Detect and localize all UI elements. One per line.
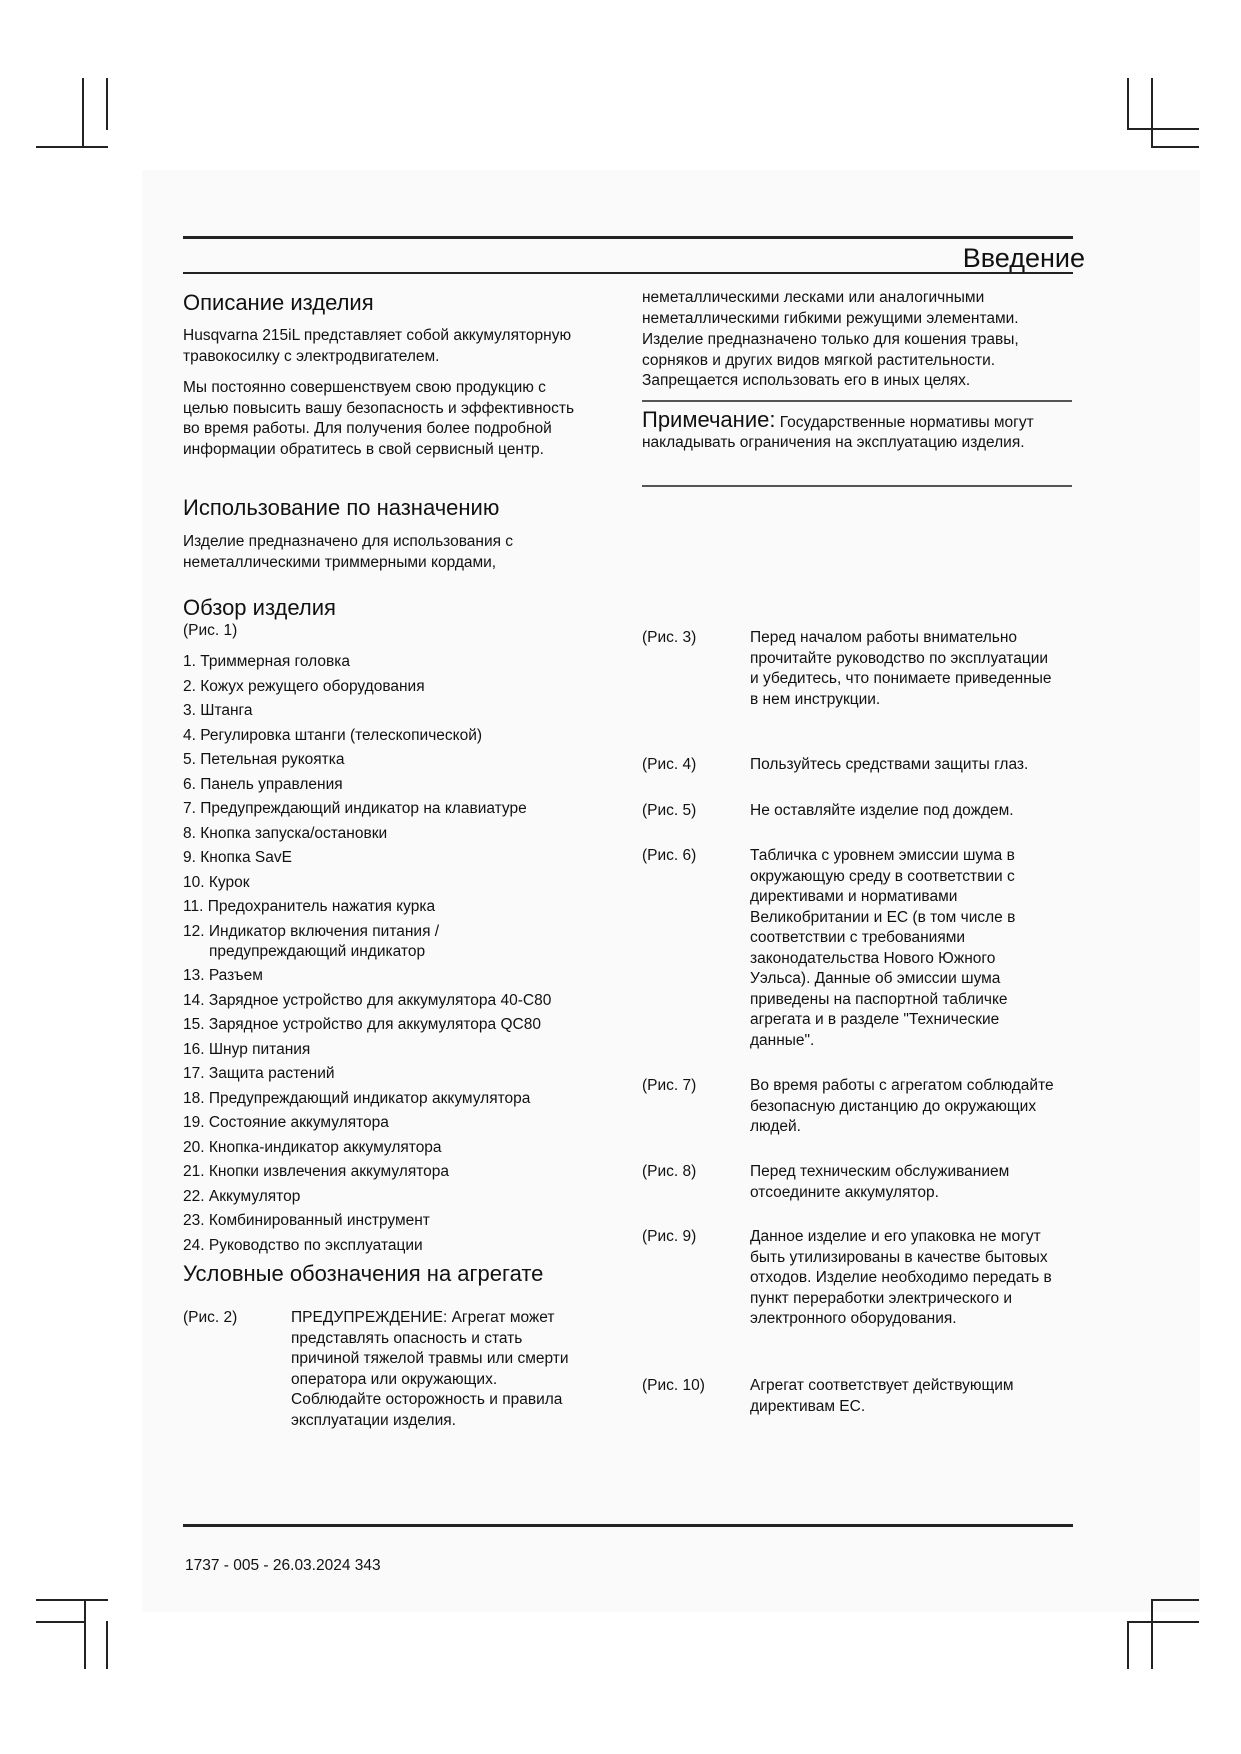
crop-mark-top-left-v2: [106, 78, 108, 130]
symbol-text: Перед началом работы внимательно прочитайте руководство по эксплуатации и убедитесь, что понимаете приведенные в нем инструкции.: [750, 629, 1052, 708]
description-paragraph-2: Мы постоянно совершенствуем свою продукцию с целью повысить вашу безопасность и эффективность во время работы. Для получения более подробной информации обратитесь в свой сервисный центр.: [183, 379, 575, 458]
description-paragraph-1: Husqvarna 215iL представляет собой аккумуляторную травокосилку с электродвигателем.: [183, 327, 572, 365]
crop-mark-top-left-h: [36, 146, 108, 148]
symbol-ref: (Рис. 9): [642, 1228, 697, 1245]
overview-item: 18. Предупреждающий индикатор аккумулятора: [183, 1089, 531, 1107]
symbol-text: Табличка с уровнем эмиссии шума в окружающую среду в соответствии с директивами и нормативами Великобритании и ЕС (в том числе в соответствии с требованиями законодательства Нового Южного Уэльса). Данные об эмиссии шума приведены на паспортной табличке агрегата и в разделе "Технические данные".: [750, 847, 1016, 1049]
symbol-ref: (Рис. 8): [642, 1163, 697, 1180]
note-rule-top: [642, 400, 1072, 402]
symbol-text: Данное изделие и его упаковка не могут быть утилизированы в качестве бытовых отходов. Изделие необходимо передать в пункт переработки электрического и электронного оборудования.: [750, 1228, 1052, 1327]
intended-use-heading: Использование по назначению: [183, 495, 500, 520]
symbol-ref: (Рис. 2): [183, 1309, 238, 1326]
crop-mark-top-left-v: [82, 78, 84, 148]
crop-mark-top-right-v: [1127, 78, 1129, 130]
overview-item: 8. Кнопка запуска/остановки: [183, 824, 388, 842]
crop-mark-bottom-right-h2: [1127, 1621, 1199, 1623]
symbol-text: Во время работы с агрегатом соблюдайте безопасную дистанцию до окружающих людей.: [750, 1077, 1054, 1135]
crop-mark-bottom-right-h: [1151, 1599, 1199, 1601]
crop-mark-bottom-right-v: [1127, 1621, 1129, 1669]
symbol-ref: (Рис. 5): [642, 802, 697, 819]
overview-item: 24. Руководство по эксплуатации: [183, 1236, 423, 1254]
overview-item: 15. Зарядное устройство для аккумулятора QC80: [183, 1016, 541, 1033]
overview-item-list: [183, 652, 603, 1260]
overview-item: 9. Кнопка SavE: [183, 849, 292, 866]
overview-item: 4. Регулировка штанги (телескопической): [183, 726, 483, 744]
overview-item: 3. Штанга: [183, 702, 253, 719]
overview-item: 21. Кнопки извлечения аккумулятора: [183, 1163, 450, 1180]
overview-item: 6. Панель управления: [183, 775, 343, 793]
symbol-text: Не оставляйте изделие под дождем.: [750, 802, 1014, 819]
overview-item: 23. Комбинированный инструмент: [183, 1212, 430, 1229]
overview-item: 5. Петельная рукоятка: [183, 751, 345, 768]
overview-item: 10. Курок: [183, 873, 250, 891]
crop-mark-top-right-h2: [1151, 146, 1199, 148]
overview-figure-ref: (Рис. 1): [183, 622, 238, 639]
page-title: Введение: [962, 243, 1085, 273]
note-box: [642, 407, 1072, 453]
intended-use-paragraph-left: Изделие предназначено для использования с неметаллическими триммерными кордами,: [183, 533, 514, 571]
overview-item: 22. Аккумулятор: [183, 1187, 301, 1205]
overview-item: 11. Предохранитель нажатия курка: [183, 898, 436, 915]
symbol-ref: (Рис. 6): [642, 847, 697, 864]
note-text: Государственные нормативы могут накладывать ограничения на эксплуатацию изделия.: [642, 414, 1034, 451]
overview-item: 7. Предупреждающий индикатор на клавиатуре: [183, 800, 527, 817]
overview-item: 16. Шнур питания: [183, 1040, 311, 1058]
footer-page-number: 343: [354, 1557, 381, 1574]
crop-mark-bottom-left-v: [84, 1599, 86, 1669]
overview-item: 17. Защита растений: [183, 1065, 335, 1082]
intended-use-paragraph-right: неметаллическими лесками или аналогичными неметаллическими гибкими режущими элементами.: [642, 289, 1019, 327]
title-rule-top: [183, 236, 1073, 239]
symbols-heading: Условные обозначения на агрегате: [183, 1261, 544, 1286]
symbol-ref: (Рис. 10): [642, 1377, 705, 1394]
symbol-text: Перед техническим обслуживанием отсоедините аккумулятор.: [750, 1163, 1010, 1201]
overview-item: 19. Состояние аккумулятора: [183, 1114, 389, 1131]
footer: [185, 1557, 381, 1575]
footer-rule: [183, 1524, 1073, 1527]
crop-mark-bottom-right-v2: [1151, 1599, 1153, 1669]
intended-use-paragraph-2: Изделие предназначено только для кошения травы, сорняков и других видов мягкой растительности. Запрещается использовать его в иных целях.: [642, 331, 1019, 389]
crop-mark-bottom-left-v2: [106, 1621, 108, 1669]
footer-doc-code: 1737 - 005 - 26.03.2024: [185, 1557, 351, 1574]
overview-heading: Обзор изделия: [183, 595, 336, 620]
symbol-ref: (Рис. 4): [642, 756, 697, 773]
overview-item: 12. Индикатор включения питания / предупреждающий индикатор: [183, 922, 440, 960]
crop-mark-bottom-left-h: [36, 1599, 108, 1601]
overview-item: 14. Зарядное устройство для аккумулятора 40-C80: [183, 991, 552, 1009]
overview-item: 20. Кнопка-индикатор аккумулятора: [183, 1138, 442, 1156]
crop-mark-top-right-h: [1127, 128, 1199, 130]
symbol-ref: (Рис. 7): [642, 1077, 697, 1094]
note-rule-bottom: [642, 485, 1072, 487]
symbol-ref: (Рис. 3): [642, 629, 697, 646]
symbol-text: Пользуйтесь средствами защиты глаз.: [750, 756, 1029, 773]
overview-item: 2. Кожух режущего оборудования: [183, 677, 425, 695]
overview-item: 1. Триммерная головка: [183, 653, 350, 670]
overview-item: 13. Разъем: [183, 967, 263, 984]
symbol-text: ПРЕДУПРЕЖДЕНИЕ: Агрегат может представлять опасность и стать причиной тяжелой травмы или смерти оператора или окружающих. Соблюдайте осторожность и правила эксплуатации изделия.: [291, 1309, 569, 1429]
symbol-text: Агрегат соответствует действующим директивам ЕС.: [750, 1377, 1014, 1415]
crop-mark-top-right-v2: [1151, 78, 1153, 148]
note-label: Примечание:: [642, 407, 776, 432]
crop-mark-bottom-left-h2: [36, 1621, 86, 1623]
description-heading: Описание изделия: [183, 290, 374, 315]
